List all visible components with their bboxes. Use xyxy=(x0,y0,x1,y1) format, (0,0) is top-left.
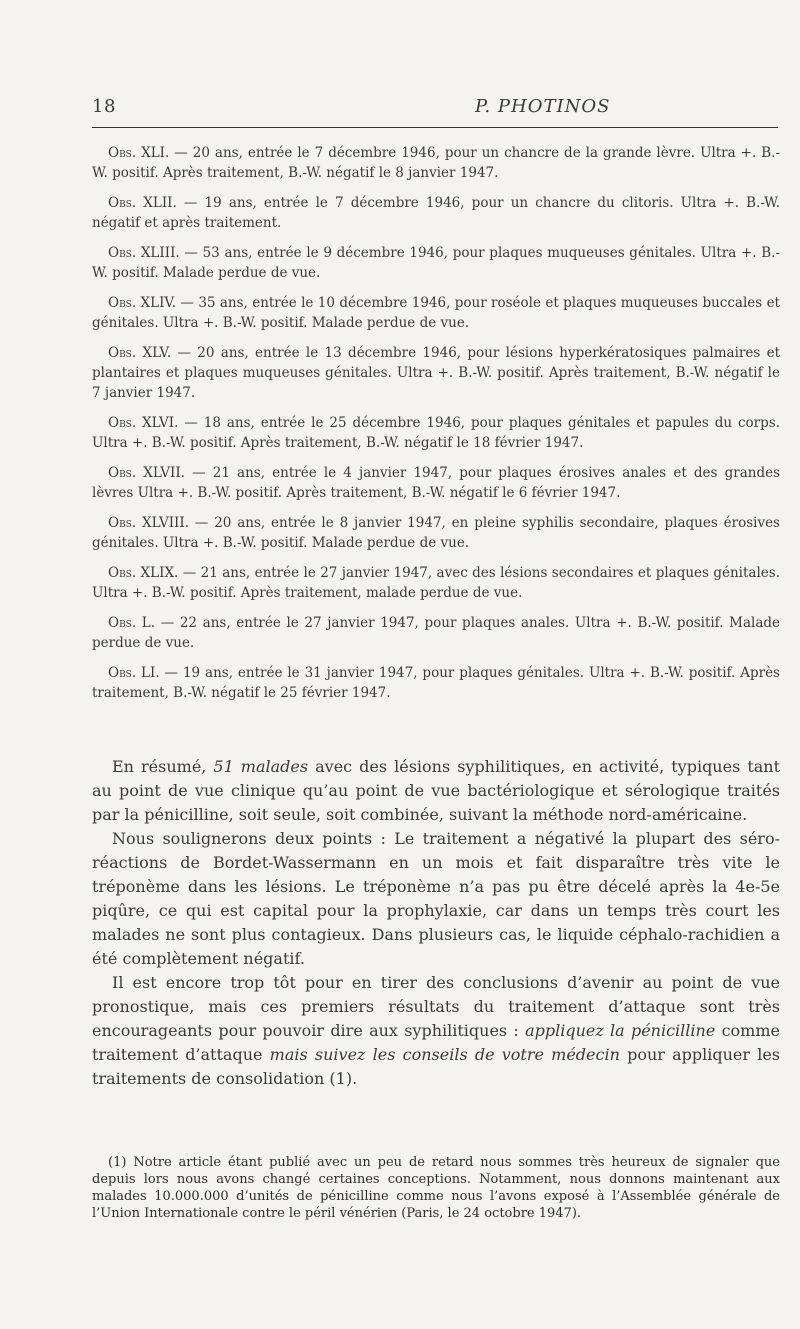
observation-label: Obs. XLIX. xyxy=(108,565,179,581)
observation-paragraph xyxy=(92,513,780,553)
observation-label: Obs. L. xyxy=(108,615,156,631)
observation-label: Obs. XLVIII. xyxy=(108,515,189,531)
observation-text: — 35 ans, entrée le 10 décembre 1946, pour roséole et plaques muqueuses buccales et génitales. Ultra +. B.-W. positif. Malade perdue de vue. xyxy=(92,295,780,331)
observation-text: — 20 ans, entrée le 7 décembre 1946, pour un chancre de la grande lèvre. Ultra +. B.-W. positif. Après traitement, B.-W. négatif le 8 janvier 1947. xyxy=(92,145,781,181)
observation-text: — 19 ans, entrée le 7 décembre 1946, pour un chancre du clitoris. Ultra +. B.-W. négatif et après traitement. xyxy=(92,195,780,231)
summary-emphasis: appliquez la pénicilline xyxy=(525,1021,716,1040)
page-number: 18 xyxy=(92,96,116,117)
running-head: P. PHOTINOS xyxy=(475,96,611,117)
header-rule xyxy=(92,127,778,128)
summary-emphasis: 51 malades xyxy=(213,757,309,776)
summary-text: Il est encore trop tôt pour en tirer des conclusions d’avenir au point de vue pronostique, mais ces premiers résultats du traitement d’attaque sont très encourageants pour pouvoir dire aux syphilitiques : xyxy=(92,973,780,1040)
summary-paragraph-3 xyxy=(92,971,780,1091)
observation-text: — 19 ans, entrée le 31 janvier 1947, pour plaques génitales. Ultra +. B.-W. positif. Après traitement, B.-W. négatif le 25 février 1947. xyxy=(92,665,780,701)
observation-text: — 21 ans, entrée le 27 janvier 1947, avec des lésions secondaires et plaques génitales. Ultra +. B.-W. positif. Après traitement, malade perdue de vue. xyxy=(92,565,780,601)
observation-label: Obs. XLVII. xyxy=(108,465,185,481)
observation-text: — 22 ans, entrée le 27 janvier 1947, pour plaques anales. Ultra +. B.-W. positif. Malade perdue de vue. xyxy=(92,615,781,651)
page-header xyxy=(92,96,778,128)
observation-label: Obs. XLI. xyxy=(108,145,170,161)
observation-paragraph xyxy=(92,243,780,283)
observation-label: Obs. LI. xyxy=(108,665,160,681)
footnote-section xyxy=(92,1154,780,1222)
observation-text: — 20 ans, entrée le 8 janvier 1947, en pleine syphilis secondaire, plaques érosives génitales. Ultra +. B.-W. positif. Malade perdue de vue. xyxy=(92,515,780,551)
observation-paragraph xyxy=(92,293,780,333)
summary-text: avec des lésions syphilitiques, en activité, typiques tant au point de vue clinique qu’au point de vue bactériologique et sérologique traités par la pénicilline, soit seule, soit combinée, suivant la méthode nord-américaine. xyxy=(92,757,781,824)
observation-paragraph xyxy=(92,413,780,453)
observation-paragraph xyxy=(92,613,780,653)
observation-paragraph xyxy=(92,143,780,183)
observation-paragraph xyxy=(92,343,780,403)
summary-section xyxy=(92,755,780,1091)
observation-label: Obs. XLV. xyxy=(108,345,172,361)
summary-text: pour appliquer les traitements de consolidation (1). xyxy=(92,1045,780,1088)
observation-label: Obs. XLII. xyxy=(108,195,177,211)
observation-text: — 53 ans, entrée le 9 décembre 1946, pour plaques muqueuses génitales. Ultra +. B.-W. positif. Malade perdue de vue. xyxy=(92,245,781,281)
summary-paragraph-2: Nous soulignerons deux points : Le traitement a négativé la plupart des séro-réactions de Bordet-Wassermann en un mois et fait disparaître très vite le tréponème dans les lésions. Le tréponème n’a pas pu être décelé après la 4e-5e piqûre, ce qui est capital pour la prophylaxie, car dans un temps très court les malades ne sont plus contagieux. Dans plusieurs cas, le liquide céphalo-rachidien a été complètement négatif. xyxy=(92,829,780,968)
observation-label: Obs. XLIII. xyxy=(108,245,180,261)
observation-text: — 20 ans, entrée le 13 décembre 1946, pour lésions hyperkératosiques palmaires et plantaires et plaques muqueuses génitales. Ultra +. B.-W. positif. Après traitement, B.-W. négatif le 7 janvier 1947. xyxy=(92,345,781,401)
observation-paragraph xyxy=(92,463,780,503)
observation-label: Obs. XLVI. xyxy=(108,415,179,431)
observations-list xyxy=(92,143,780,713)
observation-label: Obs. XLIV. xyxy=(108,295,177,311)
observation-text: — 21 ans, entrée le 4 janvier 1947, pour plaques érosives anales et des grandes lèvres Ultra +. B.-W. positif. Après traitement, B.-W. négatif le 6 février 1947. xyxy=(92,465,781,501)
footnote: (1) Notre article étant publié avec un peu de retard nous sommes très heureux de signaler que depuis lors nous avons changé certaines conceptions. Notamment, nous donnons maintenant aux malades 10.000.000 d’unités de pénicilline comme nous l’avons exposé à l’Assemblée générale de l’Union Internationale contre le péril vénérien (Paris, le 24 octobre 1947). xyxy=(92,1155,780,1221)
summary-text: comme traitement d’attaque xyxy=(92,1021,780,1064)
summary-emphasis: mais suivez les conseils de votre médecin xyxy=(269,1045,620,1064)
observation-paragraph xyxy=(92,563,780,603)
observation-paragraph xyxy=(92,193,780,233)
observation-text: — 18 ans, entrée le 25 décembre 1946, pour plaques génitales et papules du corps. Ultra +. B.-W. positif. Après traitement, B.-W. négatif le 18 février 1947. xyxy=(92,415,781,451)
summary-text: En résumé, xyxy=(112,757,214,776)
summary-paragraph-1 xyxy=(92,755,780,827)
observation-paragraph xyxy=(92,663,780,703)
